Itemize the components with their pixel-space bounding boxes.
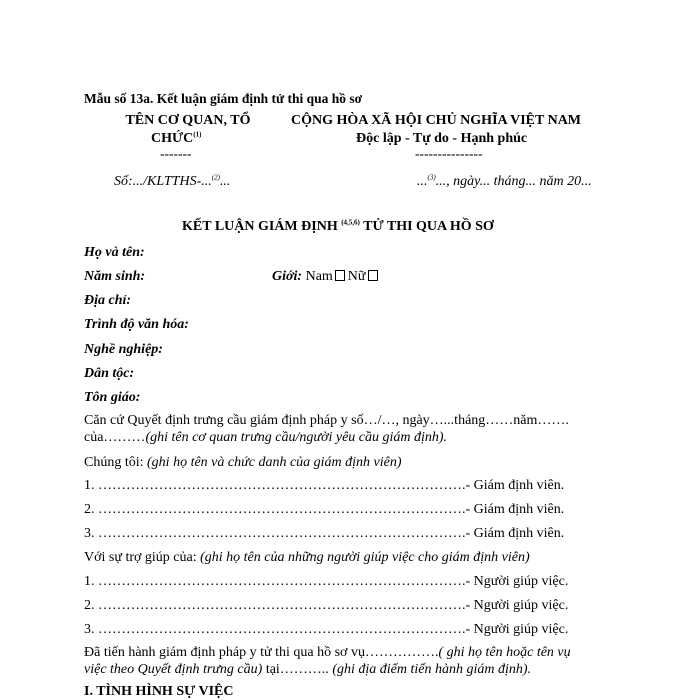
field-birth-year: Năm sinh:	[84, 269, 146, 284]
agency-divider: -------	[160, 146, 192, 161]
basis-line2: của………(ghi tên cơ quan trưng cầu/người yêu cầu giám định).	[84, 430, 448, 445]
gender-female-checkbox[interactable]	[368, 270, 378, 281]
motto-divider: ---------------	[415, 146, 483, 161]
agency-name-line2: CHỨC$^{(1)}$	[151, 130, 202, 146]
place-date: ...$^{(3)}$..., ngày... tháng... năm 20...	[417, 173, 592, 189]
section-heading: I. TÌNH HÌNH SỰ VIỆC	[84, 684, 234, 699]
examiner-row: 2. …………………………………………………………………….- Giám định viên.	[84, 502, 565, 517]
assistants-heading: Với sự trợ giúp của: (ghi họ tên của những người giúp việc cho giám định viên)	[84, 550, 530, 565]
gender-female-label: Nữ	[347, 269, 366, 284]
field-education: Trình độ văn hóa:	[84, 317, 189, 332]
national-motto: Độc lập - Tự do - Hạnh phúc	[356, 131, 528, 146]
field-religion: Tôn giáo:	[84, 390, 141, 405]
national-title: CỘNG HÒA XÃ HỘI CHỦ NGHĨA VIỆT NAM	[291, 113, 582, 128]
gender-male-label: Nam	[305, 269, 333, 284]
field-name: Họ và tên:	[84, 245, 145, 260]
conduct-line1: Đã tiến hành giám định pháp y tử thi qua hồ sơ vụ…………….( ghi họ tên hoặc tên vụ	[84, 645, 571, 660]
document-number: Số:.../KLTTHS-...$^{(2)}$...	[114, 173, 231, 189]
basis-line1: Căn cứ Quyết định trưng cầu giám định pháp y số…/…, ngày…...tháng……năm…….	[84, 413, 569, 428]
field-gender-label: Giới:	[272, 269, 303, 284]
assistant-row: 3. …………………………………………………………………….- Người giúp việc.	[84, 622, 569, 637]
agency-name-line1: TÊN CƠ QUAN, TỔ	[125, 113, 251, 128]
assistant-row: 1. …………………………………………………………………….- Người giúp việc.	[84, 574, 569, 589]
assistant-row: 2. …………………………………………………………………….- Người giúp việc.	[84, 598, 569, 613]
examiner-row: 1. …………………………………………………………………….- Giám định viên.	[84, 478, 565, 493]
form-title: Mẫu số 13a. Kết luận giám định tử thi qua hồ sơ	[84, 91, 363, 106]
examiners-heading: Chúng tôi: (ghi họ tên và chức danh của giám định viên)	[84, 455, 402, 470]
field-occupation: Nghề nghiệp:	[84, 342, 163, 357]
examiner-row: 3. …………………………………………………………………….- Giám định viên.	[84, 526, 565, 541]
gender-male-checkbox[interactable]	[335, 270, 345, 281]
document-title: KẾT LUẬN GIÁM ĐỊNH $^{(4,5,6)}$ TỬ THI QUA HỒ SƠ	[182, 218, 494, 234]
field-ethnicity: Dân tộc:	[84, 366, 135, 381]
field-address: Địa chỉ:	[84, 293, 132, 308]
conduct-line2: việc theo Quyết định trưng cầu) tại……….. (ghi địa điểm tiến hành giám định).	[84, 662, 532, 677]
gender-group	[272, 269, 381, 285]
